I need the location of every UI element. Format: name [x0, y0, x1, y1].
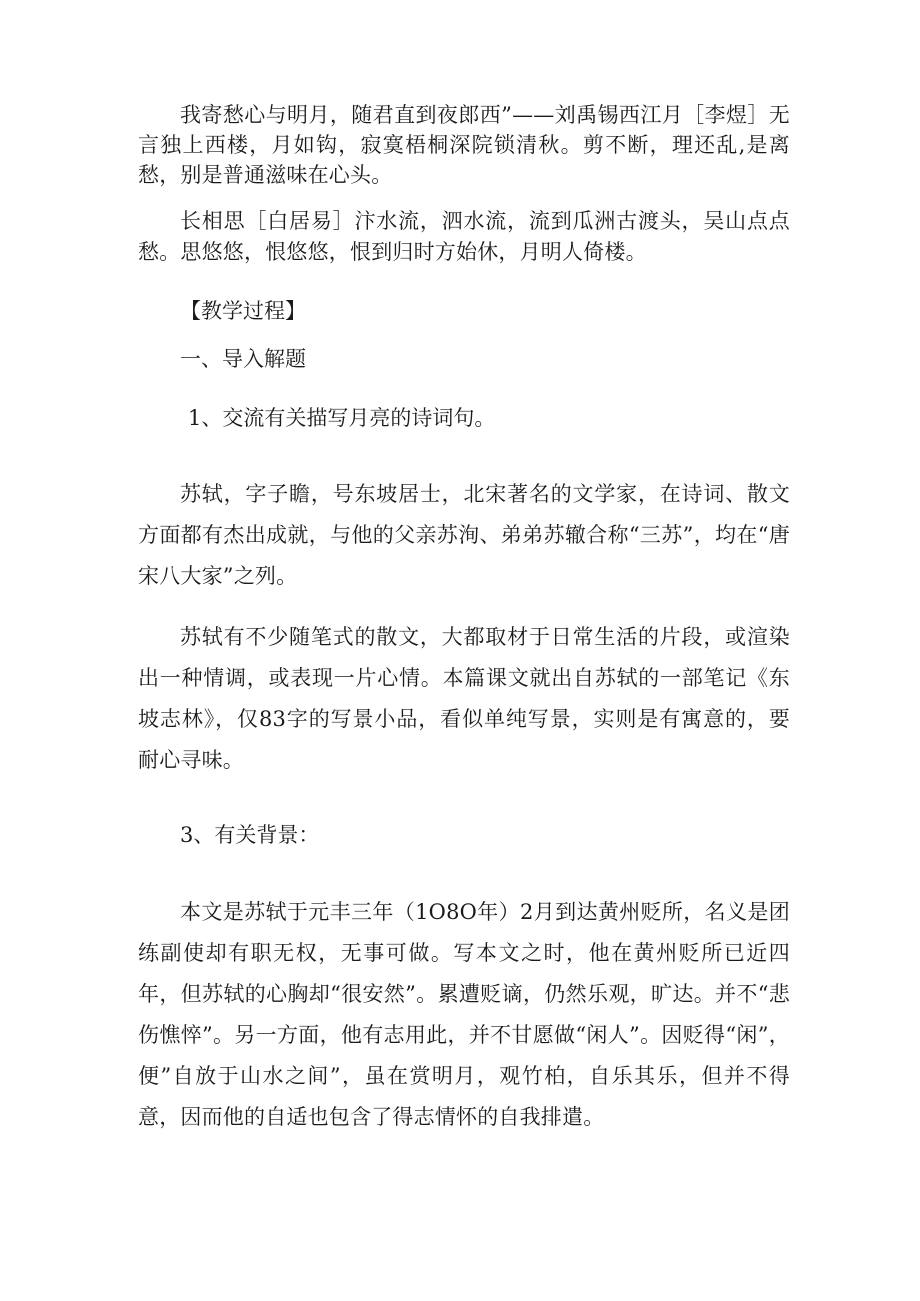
subsection-heading-3: 3、有关背景： — [180, 823, 320, 847]
subsection-heading-1: 1、交流有关描写月亮的诗词句。 — [188, 406, 496, 430]
paragraph-background: 本文是苏轼于元丰三年（1O8O年）2月到达黄州贬所，名义是团练副使却有职无权，无事可做。写本文之时，他在黄州贬所已近四年，但苏轼的心胸却“很安然”。累遭贬谪，仍然乐观，旷达。并不“悲伤憔悴”。另一方面，他有志用此，并不甘愿做“闲人”。因贬得“闲”，便”自放于山水之间”，虽在赏明月，观竹柏，自乐其乐，但并不得意，因而他的自适也包含了得志情怀的自我排遣。 — [138, 900, 790, 1129]
paragraph-sushi-essays: 苏轼有不少随笔式的散文，大都取材于日常生活的片段，或渲染出一种情调，或表现一片心情。本篇课文就出自苏轼的一部笔记《东坡志林》，仅83字的写景小品，看似单纯写景，实则是有寓意的，要耐心寻味。 — [138, 625, 790, 772]
section-heading-teaching-process: 【教学过程】 — [180, 299, 306, 323]
paragraph-sushi-intro: 苏轼，字子瞻，号东坡居士，北宋著名的文学家，在诗词、散文方面都有杰出成就，与他的父亲苏洵、弟弟苏辙合称“三苏”，均在“唐宋八大家”之列。 — [138, 482, 790, 588]
poem-paragraph-2: 长相思［白居易］汴水流，泗水流，流到瓜洲古渡头，吴山点点愁。思悠悠，恨悠悠，恨到归时方始休，月明人倚楼。 — [138, 209, 790, 264]
poem-paragraph-1: 我寄愁心与明月，随君直到夜郎西”——刘禹锡西江月［李煜］无言独上西楼，月如钩，寂寞梧桐深院锁清秋。剪不断，理还乱,是离愁，别是普通滋味在心头。 — [138, 103, 790, 187]
section-heading-intro: 一、导入解题 — [180, 347, 306, 371]
